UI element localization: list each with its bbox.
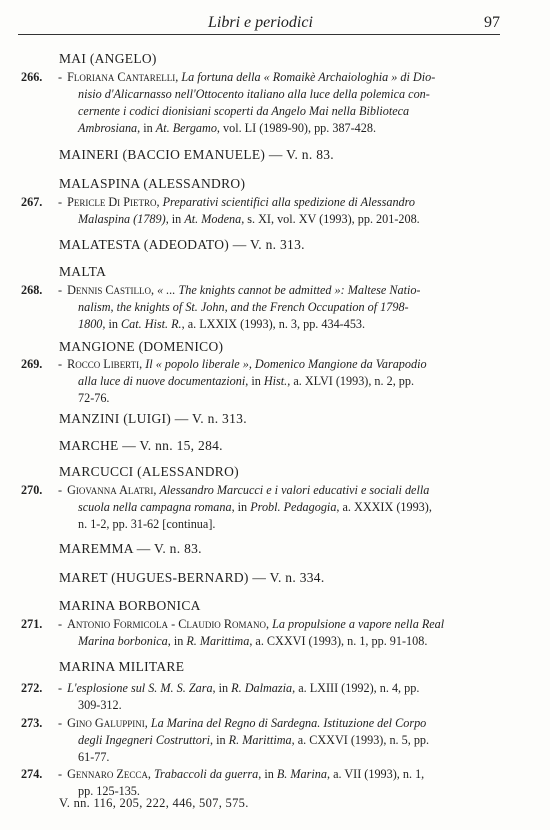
heading-marina-borbonica: MARINA BORBONICA — [59, 598, 201, 613]
page-number: 97 — [484, 14, 500, 31]
entry-title: Trabaccoli da guerra — [153, 767, 259, 781]
running-title: Libri e periodici — [208, 14, 313, 31]
entry-268: 268. - Dennis Castillo, « ... The knights cannot be admitted »: Maltese Natio- nalism, the knights of St. John, and the French Occupation of 1798- 1800, in Cat. Hist. R., a. LXXIX (1993), n. 3, pp. 434-453. — [21, 283, 421, 331]
entry-title-cont: Marina borbonica — [78, 634, 168, 648]
entry-journal: At. Modena — [184, 212, 242, 226]
entry-number: 268. — [21, 283, 43, 297]
entry-title: L'esplosione sul S. M. S. Zara — [67, 681, 213, 695]
entry-in: , in — [245, 374, 264, 388]
entry-journal: At. Bergamo — [155, 121, 217, 135]
entry-author: Dennis Castillo — [67, 283, 152, 297]
heading-malatesta: MALATESTA (ADEODATO) — V. n. 313. — [59, 237, 305, 252]
entry-citation: , a. VII (1993), n. 1, — [326, 767, 425, 781]
heading-maret: MARET (HUGUES-BERNARD) — V. n. 334. — [59, 570, 325, 585]
entry-number: 269. — [21, 357, 43, 371]
entry-title: La propulsione a vapore nella Real — [272, 617, 445, 631]
entry-author-2: Claudio Romano — [178, 617, 266, 631]
entry-citation: pp. 125-135. — [78, 784, 140, 798]
entry-journal: R. Marittima — [228, 733, 292, 747]
entry-citation: , a. XXXIX (1993), — [336, 500, 432, 514]
entry-author: Pericle Di Pietro — [67, 195, 157, 209]
entry-author: Gennaro Zecca — [67, 767, 148, 781]
entry-title-cont: nalism, the knights of St. John, and the French Occupation of 1798- — [78, 300, 409, 314]
entry-citation: , a. LXIII (1992), n. 4, pp. — [292, 681, 420, 695]
entry-274: 274. - Gennaro Zecca, Trabaccoli da guerra, in B. Marina, a. VII (1993), n. 1, pp. 125-135. — [21, 767, 425, 798]
entry-title-cont: 1800 — [78, 317, 103, 331]
entry-in: , in — [167, 634, 187, 648]
entry-title: La Marina del Regno di Sardegna. Istituzione del Corpo — [150, 716, 427, 730]
entry-title-cont: nisio d'Alicarnasso nell'Ottocento italiano alla luce della polemica con- — [78, 87, 430, 101]
heading-mai: MAI (ANGELO) — [59, 51, 157, 66]
entry-title-cont: alla luce di nuove documentazioni — [78, 374, 246, 388]
entry-author: Antonio Formicola — [67, 617, 169, 631]
entry-title: Il « popolo liberale », Domenico Mangione da Varapodio — [145, 357, 427, 371]
entry-267: 267. - Pericle Di Pietro, Preparativi scientifici alla spedizione di Alessandro Malaspina (1789), in At. Modena, s. XI, vol. XV (1993), pp. 201-208. — [21, 195, 420, 226]
heading-marche: MARCHE — V. nn. 15, 284. — [59, 438, 223, 453]
entry-author: Floriana Cantarelli — [67, 70, 176, 84]
entry-author: Giovanna Alatri — [67, 483, 154, 497]
entry-journal: R. Marittima — [186, 634, 250, 648]
heading-mangione: MANGIONE (DOMENICO) — [59, 339, 224, 354]
entry-journal: R. Dalmazia — [231, 681, 293, 695]
entry-number: 270. — [21, 483, 43, 497]
entry-number: 274. — [21, 767, 43, 781]
entry-in: , in — [102, 317, 121, 331]
entry-journal: Cat. Hist. R. — [121, 317, 182, 331]
entry-271: 271. - Antonio Formicola - Claudio Romano, La propulsione a vapore nella Real Marina borbonica, in R. Marittima, a. CXXVI (1993), n. 1, pp. 91-108. — [21, 617, 445, 648]
entry-number: 271. — [21, 617, 43, 631]
entry-title: « ... The knights cannot be admitted »: Maltese Natio- — [157, 283, 421, 297]
entry-title-cont: Malaspina (1789) — [78, 212, 166, 226]
entry-journal: B. Marina — [276, 767, 327, 781]
entry-title: Alessandro Marcucci e i valori educativi e sociali della — [159, 483, 430, 497]
entry-author: Rocco Liberti — [67, 357, 140, 371]
entry-number: 273. — [21, 716, 43, 730]
entry-title-cont: degli Ingegneri Costruttori — [78, 733, 211, 747]
entry-number: 266. — [21, 70, 43, 84]
entry-in: , in — [231, 500, 251, 514]
entry-in: , in — [137, 121, 156, 135]
page-header — [18, 6, 500, 35]
entry-citation: , a. CXXVI (1993), n. 5, pp. — [291, 733, 430, 747]
see-also-references: V. nn. 116, 205, 222, 446, 507, 575. — [59, 796, 249, 810]
entry-in: , in — [210, 733, 229, 747]
entry-270: 270. - Giovanna Alatri, Alessandro Marcucci e i valori educativi e sociali della scuola nella campagna romana, in Probl. Pedagogia, a. XXXIX (1993), n. 1-2, pp. 31-62 [continua]. — [21, 483, 432, 531]
entry-in: , in — [165, 212, 185, 226]
entry-in: , in — [212, 681, 232, 695]
entry-in: , in — [258, 767, 277, 781]
entry-266: 266. - Floriana Cantarelli, La fortuna della « Romaikè Archaiologhia » di Dio- nisio d'Alicarnasso nell'Ottocento italiano alla luce della polemica con- cernente i codici dionisiani scoperti da Angelo Mai nella Biblioteca Ambrosiana, in At. Bergamo, vol. LI (1989-90), pp. 387-428. — [21, 70, 436, 135]
entry-title: Preparativi scientifici alla spedizione di Alessandro — [162, 195, 416, 209]
heading-manzini: MANZINI (LUIGI) — V. n. 313. — [59, 411, 247, 426]
heading-maineri: MAINERI (BACCIO EMANUELE) — V. n. 83. — [59, 147, 334, 162]
heading-maremma: MAREMMA — V. n. 83. — [59, 541, 202, 556]
entry-citation: 72-76. — [78, 391, 110, 405]
entry-citation: , a. CXXVI (1993), n. 1, pp. 91-108. — [249, 634, 428, 648]
entry-number: 272. — [21, 681, 43, 695]
entry-title-cont: Ambrosiana — [78, 121, 138, 135]
entry-citation: 61-77. — [78, 750, 110, 764]
entry-citation: , a. XLVI (1993), n. 2, pp. — [287, 374, 415, 388]
heading-malaspina: MALASPINA (ALESSANDRO) — [59, 176, 246, 191]
entry-number: 267. — [21, 195, 43, 209]
entry-272: 272. - L'esplosione sul S. M. S. Zara, in R. Dalmazia, a. LXIII (1992), n. 4, pp. 309-312. — [21, 681, 420, 712]
entry-title: La fortuna della « Romaikè Archaiologhia » di Dio- — [181, 70, 436, 84]
entry-273: 273. - Gino Galuppini, La Marina del Regno di Sardegna. Istituzione del Corpo degli Ingegneri Costruttori, in R. Marittima, a. CXXVI (1993), n. 5, pp. 61-77. — [21, 716, 430, 764]
entry-title-cont: cernente i codici dionisiani scoperti da Angelo Mai nella Biblioteca — [78, 104, 410, 118]
entry-citation: 309-312. — [78, 698, 122, 712]
entry-269: 269. - Rocco Liberti, Il « popolo liberale », Domenico Mangione da Varapodio alla luce di nuove documentazioni, in Hist., a. XLVI (1993), n. 2, pp. 72-76. — [21, 357, 427, 405]
entry-author: Gino Galuppini — [67, 716, 145, 730]
entry-citation: , a. LXXIX (1993), n. 3, pp. 434-453. — [181, 317, 366, 331]
heading-marcucci: MARCUCCI (ALESSANDRO) — [59, 464, 239, 479]
heading-malta: MALTA — [59, 264, 107, 279]
entry-journal: Probl. Pedagogia — [250, 500, 337, 514]
entry-citation: , vol. LI (1989-90), pp. 387-428. — [216, 121, 377, 135]
heading-marina-militare: MARINA MILITARE — [59, 659, 185, 674]
entry-journal: Hist. — [263, 374, 288, 388]
entry-title-cont: scuola nella campagna romana — [78, 500, 232, 514]
entry-citation: n. 1-2, pp. 31-62 [continua]. — [78, 517, 216, 531]
entry-citation: , s. XI, vol. XV (1993), pp. 201-208. — [241, 212, 420, 226]
